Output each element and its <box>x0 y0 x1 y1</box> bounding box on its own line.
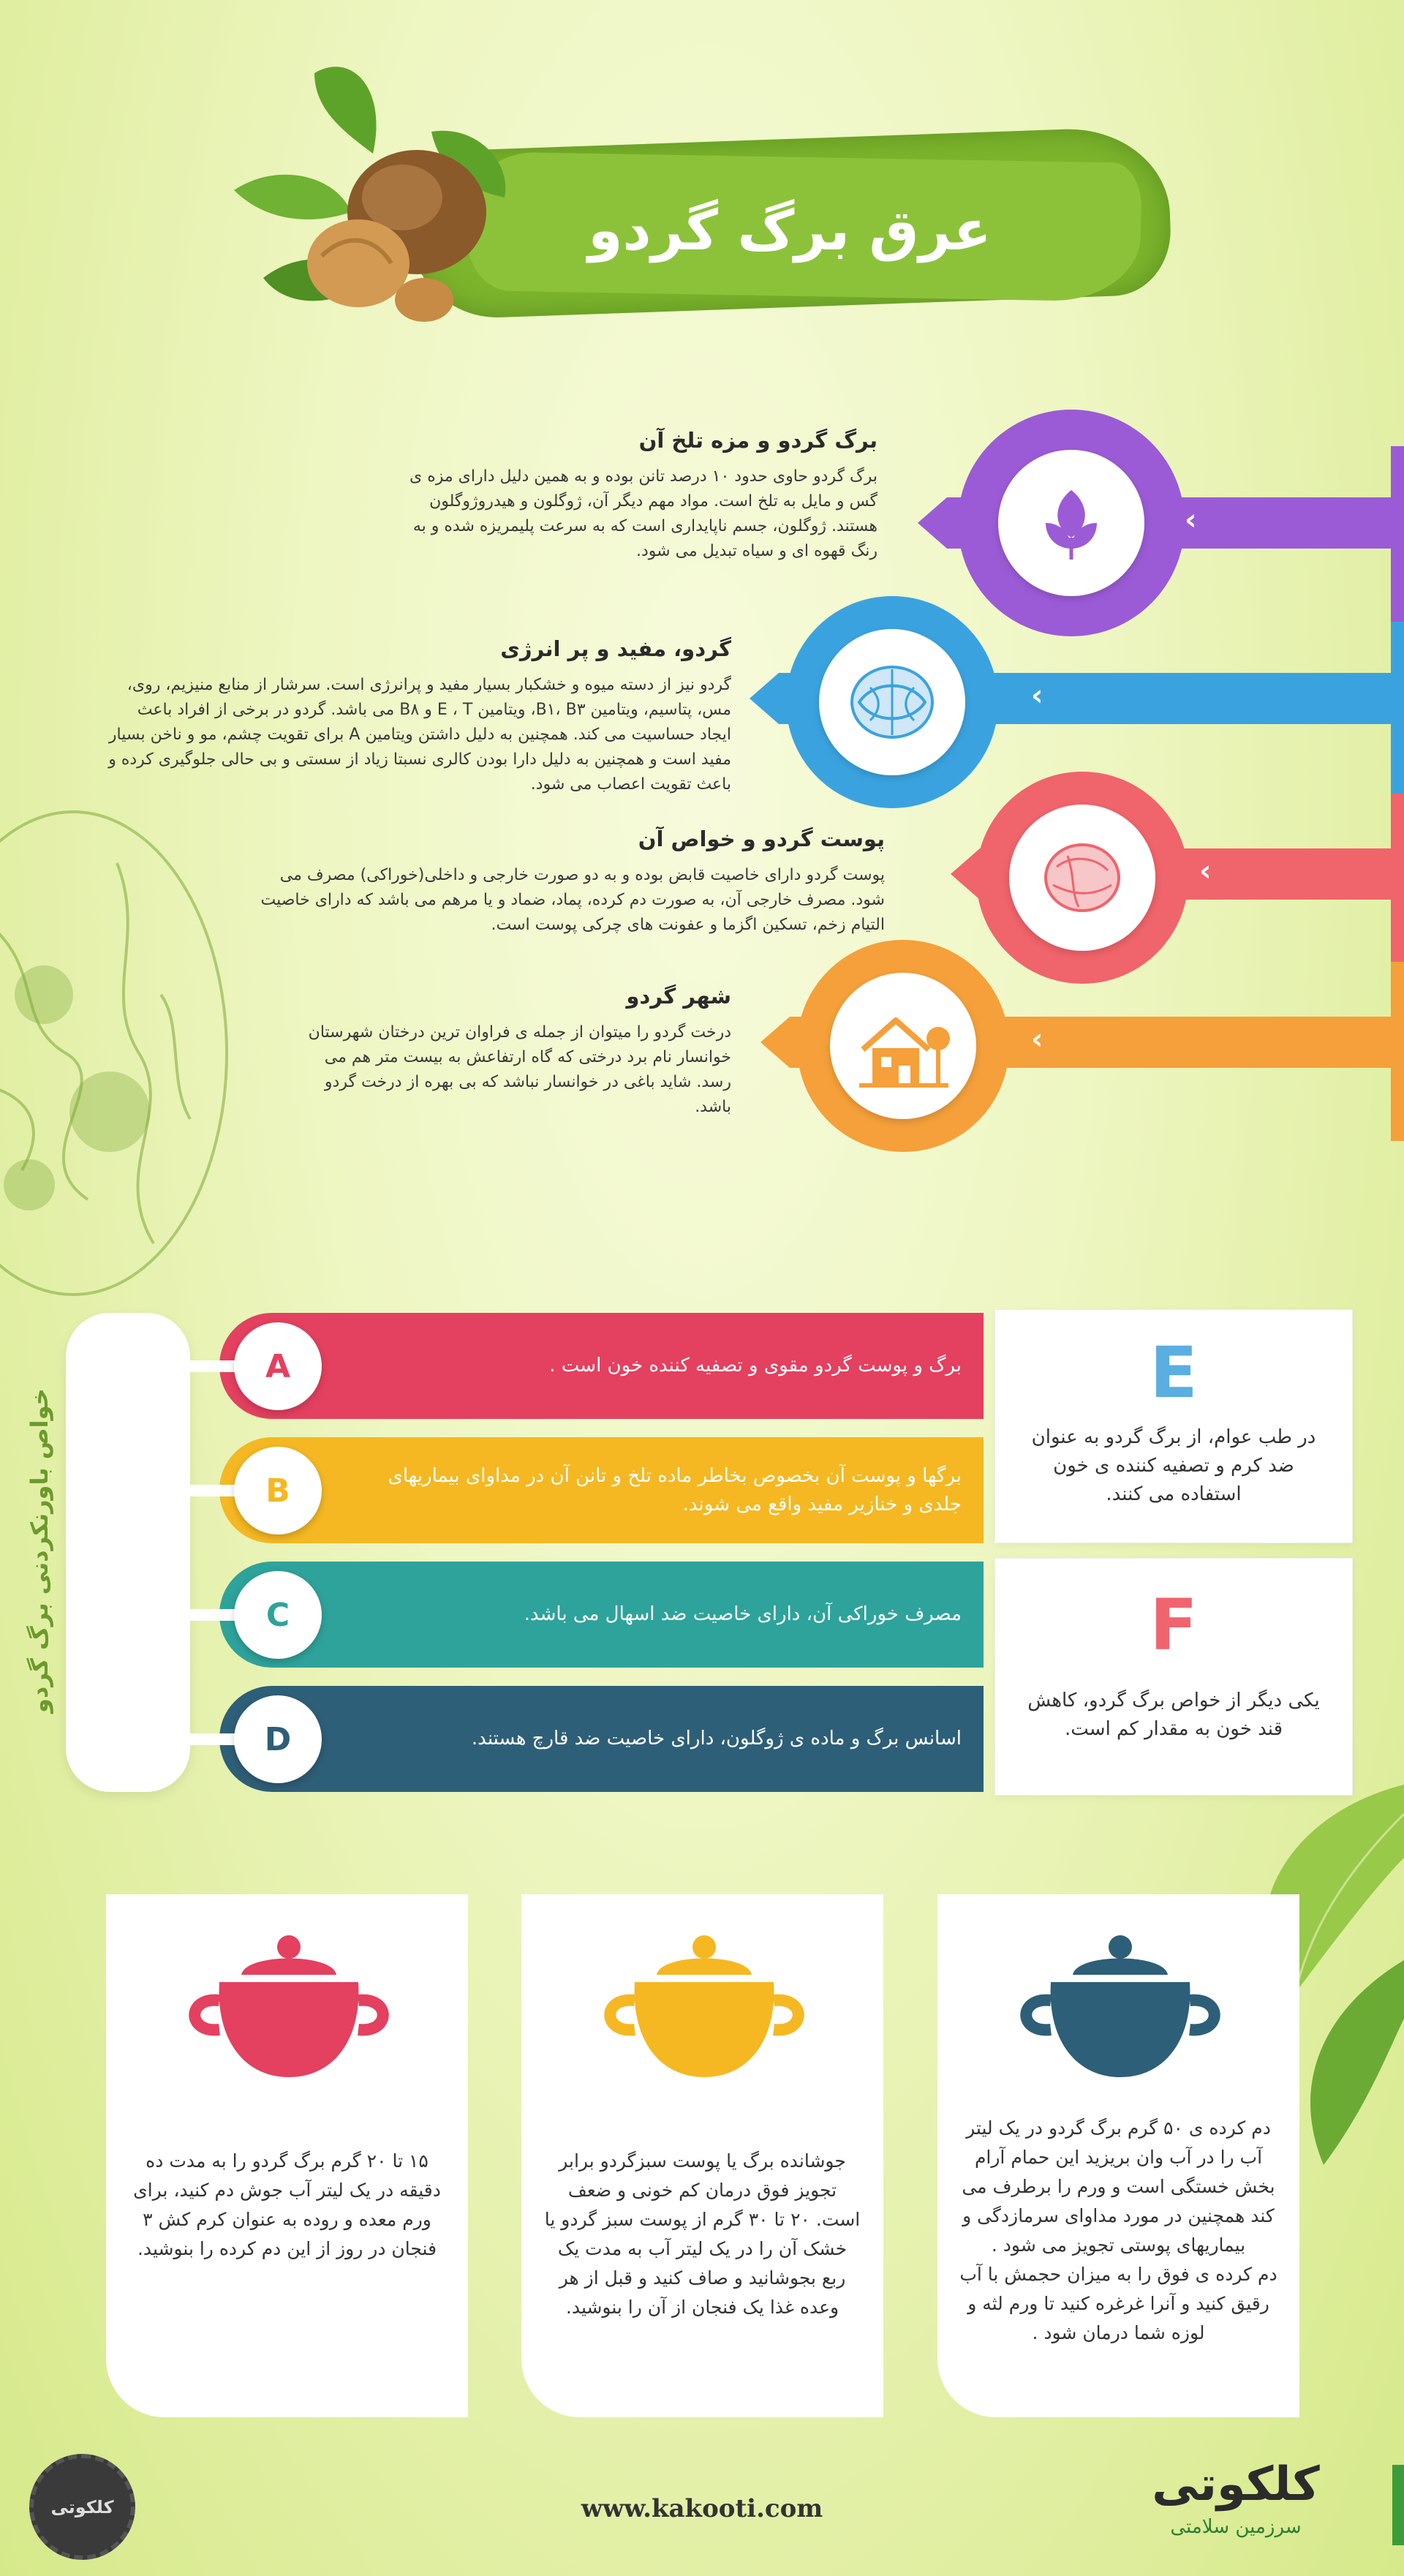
belief-row-b <box>219 1437 984 1543</box>
belief-text-a: برگ و پوست گردو مقوی و تصفیه کننده خون است . <box>549 1355 962 1376</box>
belief-row-a <box>219 1313 984 1419</box>
belief-row-d <box>219 1686 984 1792</box>
beliefs-side-label: خواص باورنکردنی برگ گردو <box>26 1388 53 1713</box>
badge-letter: D <box>264 1720 292 1758</box>
pot-icon <box>1003 1931 1237 2084</box>
timeline-circle-inner-4 <box>830 973 976 1119</box>
page-title: عرق برگ گردو <box>588 197 992 263</box>
badge-letter: A <box>265 1347 291 1385</box>
belief-row-c <box>219 1562 984 1668</box>
badge-a <box>234 1322 322 1410</box>
timeline-heading-3: پوست گردو و خواص آن <box>638 826 885 851</box>
brand-logo-tagline: سرزمین سلامتی <box>1170 2516 1302 2538</box>
timeline-item-1 <box>410 428 878 564</box>
chevron-left-icon: ‹ <box>1185 503 1197 537</box>
website-url-link[interactable]: www.kakooti.com <box>581 2494 823 2523</box>
timeline-body-4: درخت گردو را میتوان از جمله ی فراوان ترین درختان شهرستان خوانسار نام برد درختی که گاه ارتفاعش به بیست متر هم می رسد. شاید باغی در خوانسار نباشد که بی بهره از درخت گردو باشد. <box>308 1023 731 1117</box>
brand-seal-logo <box>29 2454 135 2560</box>
timeline-heading-2: گردو، مفید و پر انرژی <box>500 636 731 661</box>
badge-connector <box>189 1609 240 1621</box>
timeline-circle-inner-1 <box>998 450 1144 596</box>
walnut-icon <box>845 658 940 746</box>
pot-icon <box>172 1931 406 2084</box>
belief-card-f <box>994 1558 1353 1796</box>
brand-logo <box>1148 2458 1324 2538</box>
timeline-circle-3 <box>976 772 1188 984</box>
belief-text-b: برگها و پوست آن بخصوص بخاطر ماده تلخ و تانن آن در مداوای بیماریهای جلدی و خنازیر مفید واقع می شوند. <box>388 1464 962 1515</box>
recipe-text-3: دم کرده ی ۵۰ گرم برگ گردو در یک لیتر آب را در آب وان بریزید این حمام آرام بخش خستگی است و ورم را برطرف می کند همچنین در مورد مداوای سرمازدگی و بیماریهای پوستی تجویز می شود . دم کرده ی فوق را به میزان حجمش با آب رقیق کنید و آنرا غرغره کنید تا ورم لثه و لوزه شما درمان شود . <box>959 2117 1277 2343</box>
timeline-item-3 <box>249 826 885 938</box>
timeline-circle-1 <box>958 410 1185 636</box>
timeline-body-3: پوست گردو دارای خاصیت قابض بوده و به دو صورت خارجی و داخلی(خوراکی) مصرف می شود. مصرف خارجی آن، به صورت دم کرده، پماد، ضماد و یا مرهم می باشد که دارای خاصیت التیام زخم، تسکین اگزما و عفونت های چرکی پوست است. <box>260 866 885 935</box>
timeline-body-1: برگ گردو حاوی حدود ۱۰ درصد تانن بوده و به همین دلیل دارای مزه ی گس و مایل به تلخ است. مواد مهم دیگر آن، ژوگلون و هیدروژوگلون هستند. ژوگلون، جسم ناپایداری است که به سرعت پلیمریزه شده و به رنگ قهوه ای و سیاه تبدیل می شود. <box>410 467 878 561</box>
timeline-item-2 <box>102 636 731 797</box>
badge-d <box>234 1695 322 1783</box>
leaf-icon <box>1031 483 1112 563</box>
footer-accent-strip <box>1392 2465 1404 2545</box>
timeline-body-2: گردو نیز از دسته میوه و خشکبار بسیار مفید و پرانرژی است. سرشار از منابع منیزیم، روی، مس، پتاسیم، ویتامین B۱، B۳، ویتامین E ، T و B۸ می باشد. گردو در برخی از افراد باعث ایجاد حساسیت می کند. همچنین به دلیل داشتن ویتامین A برای تقویت چشم، مو و ناخن بسیار مفید است و همچنین به دلیل دارا بودن کالری نسبتا زیاد از سستی و بی حالی جلوگیری کرده و باعث تقویت اعصاب می شود. <box>108 676 731 794</box>
belief-card-e <box>994 1309 1353 1543</box>
card-letter-f: F <box>1150 1584 1198 1666</box>
chevron-left-icon: ‹ <box>1031 679 1043 712</box>
timeline-heading-4: شهر گردو <box>626 984 731 1009</box>
card-letter-e: E <box>1150 1332 1198 1414</box>
chevron-left-icon: ‹ <box>1031 1023 1043 1056</box>
badge-c <box>234 1571 322 1659</box>
badge-connector <box>189 1733 240 1745</box>
card-text-f: یکی دیگر از خواص برگ گردو، کاهش قند خون به مقدار کم است. <box>1027 1690 1320 1740</box>
badge-connector <box>189 1360 240 1372</box>
badge-letter: B <box>265 1472 290 1510</box>
recipe-card-2 <box>521 1894 883 2417</box>
brand-logo-main: کلکوتی <box>1152 2458 1320 2512</box>
seal-text: کلکوتی <box>50 2496 114 2517</box>
badge-letter: C <box>265 1596 290 1634</box>
timeline-item-4 <box>292 984 731 1120</box>
badge-connector <box>189 1485 240 1496</box>
walnut-leaves-illustration <box>234 44 541 351</box>
walnut-shell-icon <box>1035 834 1130 922</box>
pot-icon <box>587 1931 821 2084</box>
walnut-sketch-decoration <box>0 775 263 1331</box>
belief-text-c: مصرف خوراکی آن، دارای خاصیت ضد اسهال می باشد. <box>524 1603 962 1625</box>
timeline-circle-inner-3 <box>1009 805 1155 951</box>
timeline-circle-2 <box>786 596 998 808</box>
recipe-text-1: ۱۵ تا ۲۰ گرم برگ گردو را به مدت ده دقیقه در یک لیتر آب جوش دم کنید، برای ورم معده و روده به عنوان کرم کش ۳ فنجان در روز از این دم کرده را بنوشید. <box>133 2150 441 2259</box>
recipe-card-3 <box>937 1894 1299 2417</box>
badge-b <box>234 1447 322 1534</box>
card-text-e: در طب عوام، از برگ گردو به عنوان ضد کرم و تصفیه کننده ی خون استفاده می کنند. <box>1031 1426 1316 1505</box>
recipe-text-2: جوشانده برگ یا پوست سبزگردو برابر تجویز فوق درمان کم خونی و ضعف است. ۲۰ تا ۳۰ گرم از پوست سبز گردو یا خشک آن را در یک لیتر آب به مدت یک ربع بجوشانید و صاف کنید و قبل از هر وعده غذا یک فنجان از آن را بنوشید. <box>544 2150 861 2318</box>
belief-text-d: اسانس برگ و ماده ی ژوگلون، دارای خاصیت ضد قارچ هستند. <box>471 1728 962 1750</box>
chevron-left-icon: ‹ <box>1199 854 1212 888</box>
timeline-heading-1: برگ گردو و مزه تلخ آن <box>638 428 878 453</box>
house-icon <box>852 998 954 1093</box>
timeline-circle-inner-2 <box>819 629 965 775</box>
timeline-circle-4 <box>797 940 1009 1152</box>
recipe-card-1 <box>106 1894 468 2417</box>
